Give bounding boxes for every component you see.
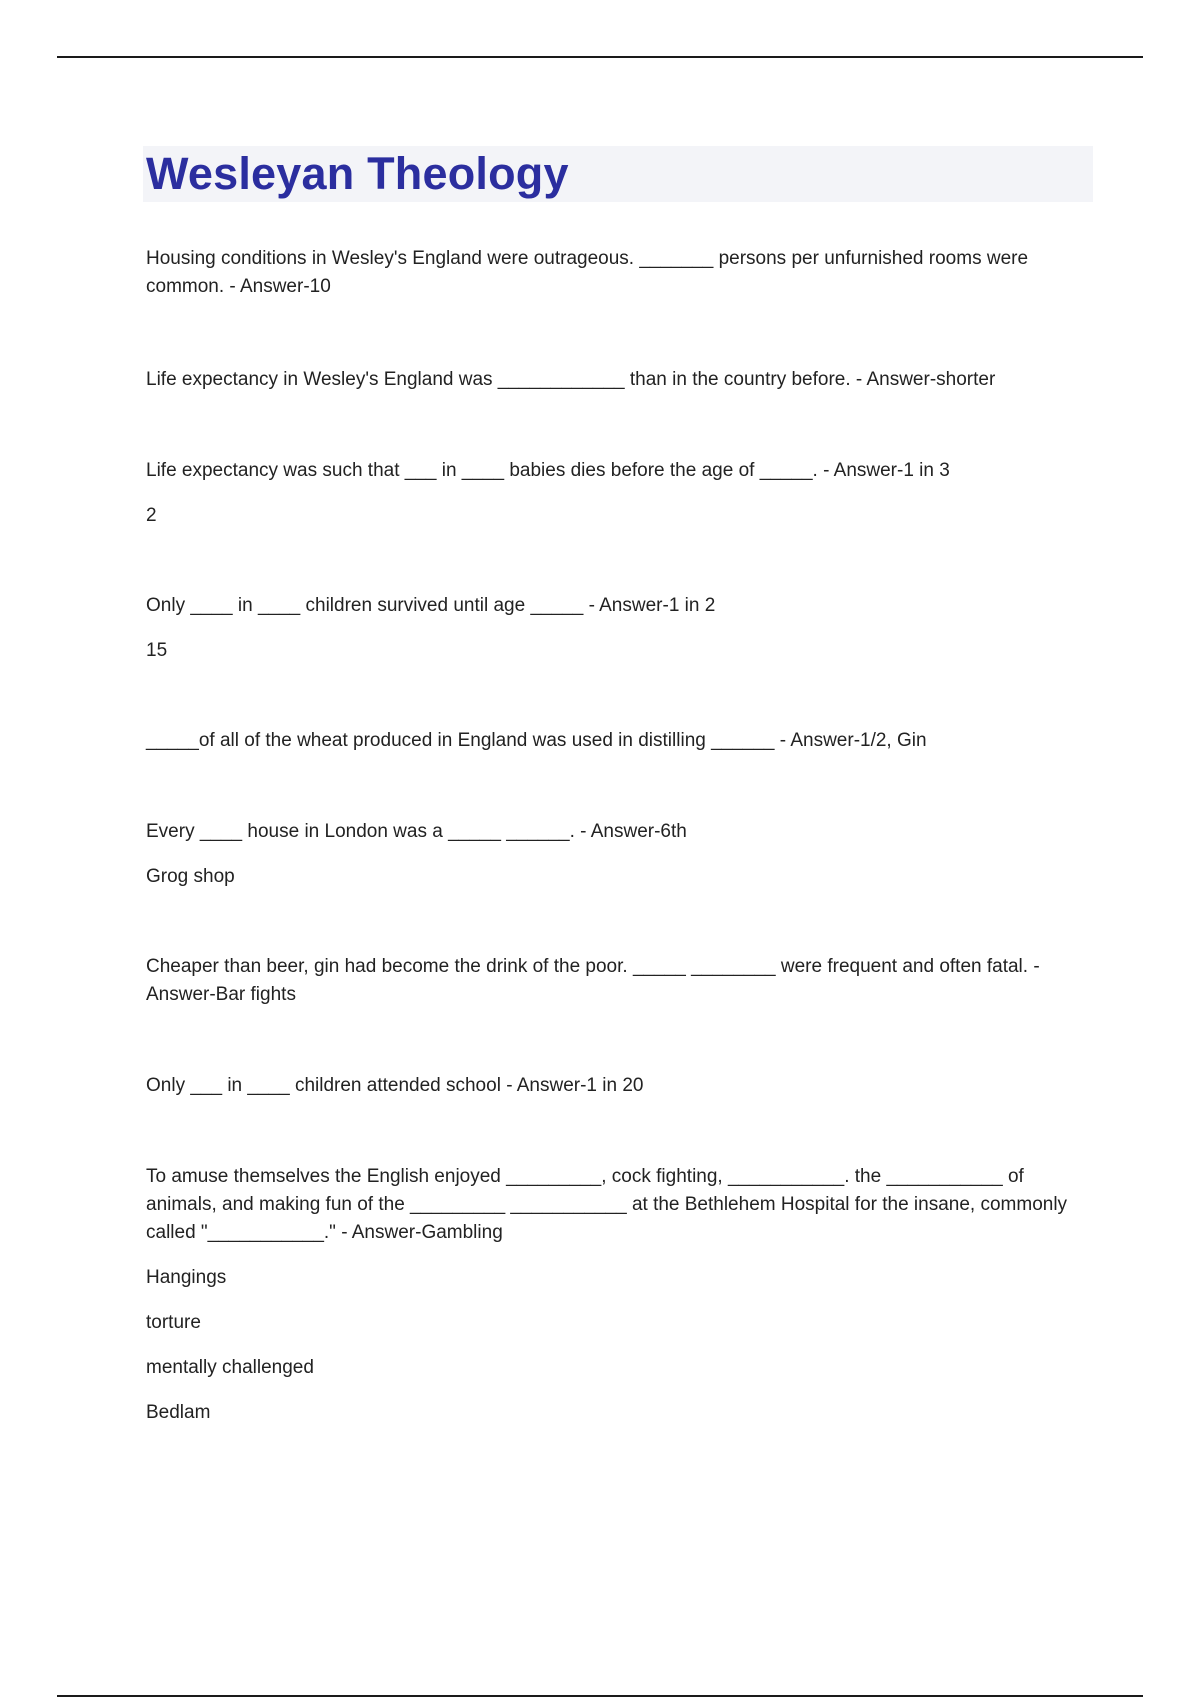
qa-answer-line: Hangings <box>146 1267 227 1288</box>
qa-item <box>146 727 1096 755</box>
qa-question: _____of all of the wheat produced in England was used in distilling ______ - Answer-1/2, Gin <box>146 730 927 751</box>
qa-answer-line: mentally challenged <box>146 1357 314 1378</box>
qa-item <box>146 457 1096 530</box>
qa-item <box>146 1072 1096 1100</box>
qa-answer-line: 2 <box>146 505 157 526</box>
qa-item <box>146 592 1096 665</box>
qa-question: Housing conditions in Wesley's England were outrageous. _______ persons per unfurnished rooms were common. - Answer-10 <box>146 248 1029 297</box>
qa-answer-line: 15 <box>146 640 168 661</box>
qa-answer-line: torture <box>146 1312 201 1333</box>
qa-question: Cheaper than beer, gin had become the drink of the poor. _____ ________ were frequent and often fatal. - Answer-Bar fights <box>146 956 1040 1005</box>
header-rule <box>57 56 1143 58</box>
qa-item <box>146 245 1096 301</box>
qa-item <box>146 1163 1096 1427</box>
qa-question: Life expectancy was such that ___ in ____ babies dies before the age of _____. - Answer-1 in 3 <box>146 460 950 481</box>
qa-question: To amuse themselves the English enjoyed _________, cock fighting, ___________. the ___________ of animals, and making fun of the _________ ___________ at the Bethlehem Hospital for the insane, commonly called "___________." - Answer-Gambling <box>146 1166 1068 1243</box>
qa-item <box>146 366 1096 394</box>
qa-answer-line: Bedlam <box>146 1402 211 1423</box>
qa-question: Only ___ in ____ children attended school - Answer-1 in 20 <box>146 1075 644 1096</box>
qa-question: Life expectancy in Wesley's England was ____________ than in the country before. - Answer-shorter <box>146 369 996 390</box>
qa-item <box>146 818 1096 891</box>
document-body <box>146 245 1096 1427</box>
qa-item <box>146 953 1096 1009</box>
qa-question: Only ____ in ____ children survived until age _____ - Answer-1 in 2 <box>146 595 716 616</box>
qa-question: Every ____ house in London was a _____ ______. - Answer-6th <box>146 821 687 842</box>
qa-answer-line: Grog shop <box>146 866 235 887</box>
document-title: Wesleyan Theology <box>146 148 569 199</box>
footer-rule <box>57 1695 1143 1697</box>
